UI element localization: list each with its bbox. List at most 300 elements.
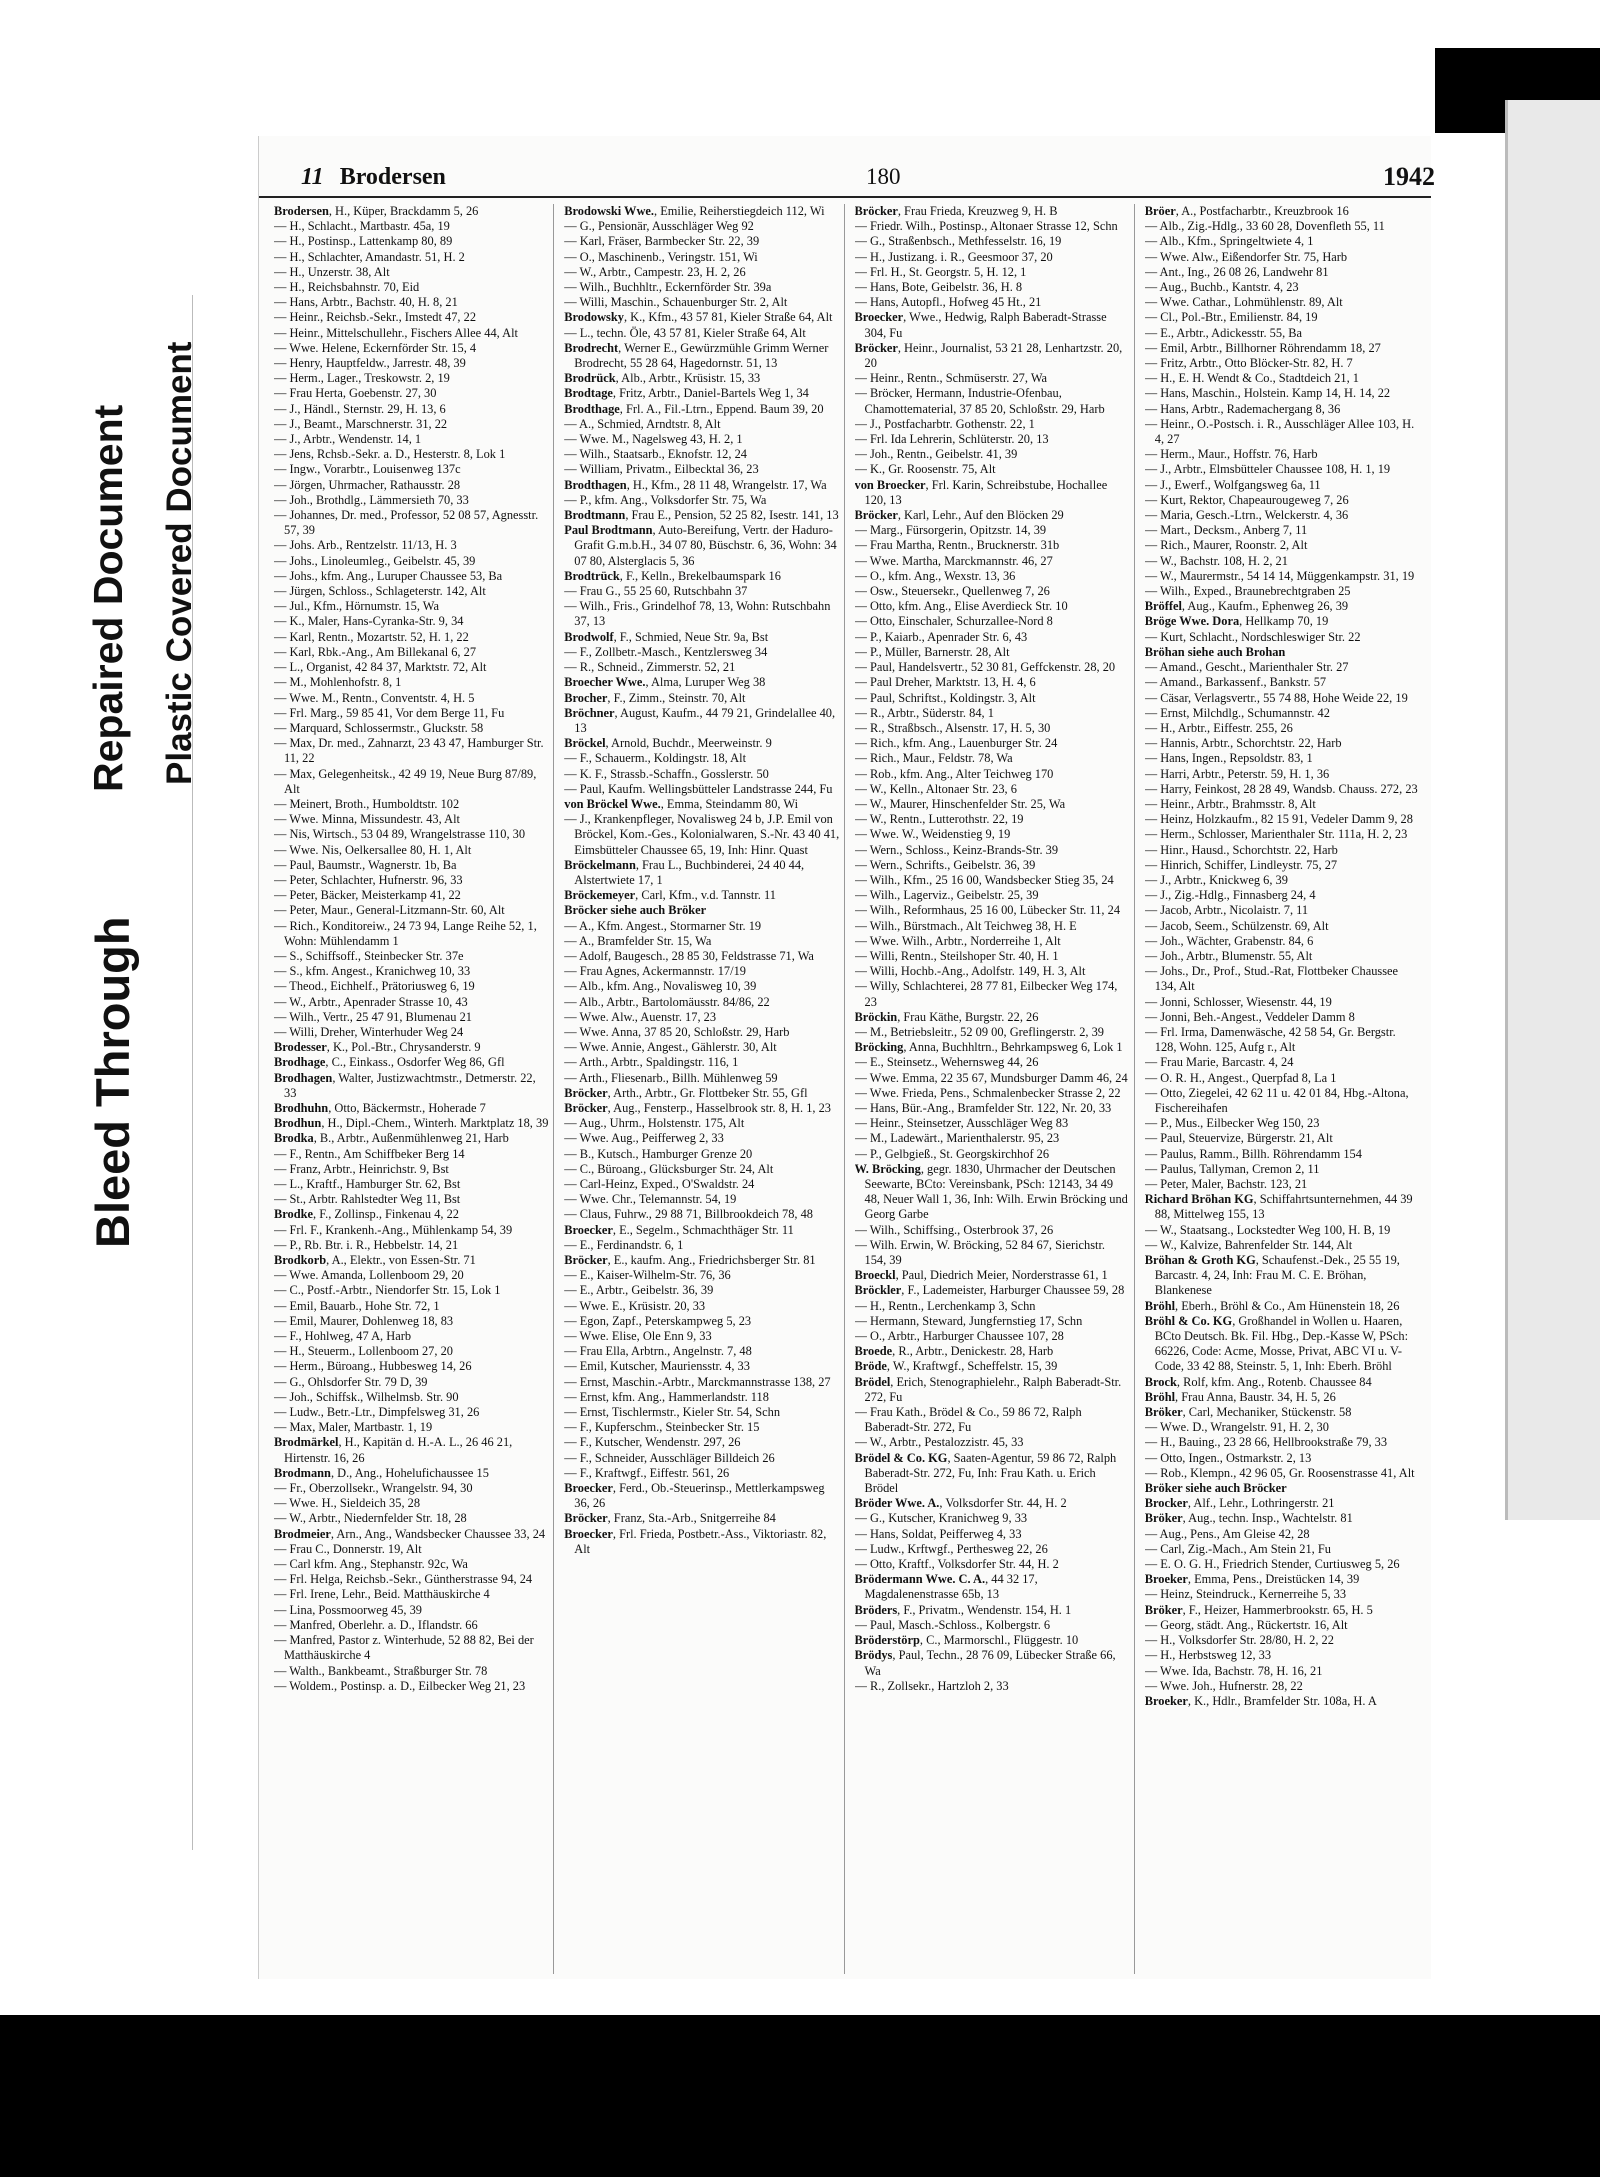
directory-entry: — Wilh., Lagerviz., Geibelstr. 25, 39: [854, 888, 1039, 903]
directory-entry: — J., Ewerf., Wolfgangsweg 6a, 11: [1144, 477, 1321, 492]
directory-entry: — Frau Agnes, Ackermannstr. 17/19: [564, 964, 746, 979]
directory-entry: Brodmärkel, H., Kapitän d. H.-A. L., 26 46 21, Hirtenstr. 16, 26: [274, 1435, 513, 1465]
directory-entry: — Ingw., Vorarbtr., Louisenweg 137c: [274, 462, 461, 477]
directory-entry: — R., Zollsekr., Hartzloh 2, 33: [854, 1678, 1009, 1693]
directory-entry: — Frau G., 55 25 60, Rutschbahn 37: [564, 584, 748, 599]
directory-entry: Bröcker, Aug., Fensterp., Hasselbrook str. 8, H. 1, 23: [564, 1100, 831, 1115]
directory-entry: — F., Schneider, Ausschläger Billdeich 26: [564, 1450, 775, 1465]
column-1: [274, 204, 554, 1974]
directory-entry: Bröker, F., Heizer, Hammerbrookstr. 65, H. 5: [1144, 1602, 1373, 1617]
directory-entry: — G., Pensionär, Ausschläger Weg 92: [564, 219, 754, 234]
directory-entry: — Jens, Rchsb.-Sekr. a. D., Hesterstr. 8, Lok 1: [274, 447, 506, 462]
directory-entry: Bröcking, Anna, Buchhltrn., Behrkampsweg 6, Lok 1: [854, 1040, 1123, 1055]
directory-entry: — H., Bauing., 23 28 66, Hellbrookstraße 79, 33: [1144, 1435, 1388, 1450]
directory-entry: Bröder Wwe. A., Volksdorfer Str. 44, H. 2: [854, 1496, 1067, 1511]
directory-entry: — L., Organist, 42 84 37, Marktstr. 72, Alt: [274, 660, 487, 675]
directory-entry: — Willy, Schlachterei, 28 77 81, Eilbecker Weg 174, 23: [854, 979, 1118, 1009]
directory-entry: — Frau Ella, Arbtrn., Angelnstr. 7, 48: [564, 1344, 752, 1359]
directory-entry: Brodhagen, Walter, Justizwachtmstr., Detmerstr. 22, 33: [274, 1070, 536, 1100]
directory-entry: — Wwe. Elise, Ole Enn 9, 33: [564, 1329, 712, 1344]
directory-entry: — W., Maurer, Hinschenfelder Str. 25, Wa: [854, 796, 1066, 811]
directory-entry: Bröde, W., Kraftwgf., Scheffelstr. 15, 39: [854, 1359, 1058, 1374]
directory-entry: — C., Postf.-Arbtr., Niendorfer Str. 15, Lok 1: [274, 1283, 501, 1298]
directory-entry: — P., Gelbgieß., St. Georgskirchhof 26: [854, 1146, 1050, 1161]
directory-entry: — Heinr., Mittelschullehr., Fischers Allee 44, Alt: [274, 325, 518, 340]
directory-entry: — Ludw., Krftwgf., Perthesweg 22, 26: [854, 1541, 1048, 1556]
directory-entry: — E., Steinsetz., Wehernsweg 44, 26: [854, 1055, 1039, 1070]
directory-entry: — F., Hohlweg, 47 A, Harb: [274, 1329, 412, 1344]
directory-entry: — W., Arbtr., Apenrader Strasse 10, 43: [274, 994, 468, 1009]
directory-entry: — M., Ladewärt., Marienthalerstr. 95, 23: [854, 1131, 1060, 1146]
column-2: [564, 204, 844, 1974]
directory-entry: — Heinr., Steinsetzer, Ausschläger Weg 83: [854, 1116, 1069, 1131]
directory-entry: — O., Arbtr., Harburger Chaussee 107, 28: [854, 1329, 1064, 1344]
directory-entry: — Wwe. Frieda, Pens., Schmalenbecker Strasse 2, 22: [854, 1085, 1121, 1100]
directory-entry: Broecker, Ferd., Ob.-Steuerinsp., Mettlerkampsweg 36, 26: [564, 1481, 825, 1511]
directory-entry: — O., Maschinenb., Veringstr. 151, Wi: [564, 249, 758, 264]
directory-entry: — Wwe. Anna, 37 85 20, Schloßstr. 29, Harb: [564, 1024, 790, 1039]
directory-entry: Bröders, F., Privatm., Wendenstr. 154, H. 1: [854, 1602, 1072, 1617]
directory-entry: — Alb., Kfm., Springeltwiete 4, 1: [1144, 234, 1314, 249]
directory-entry: — Adolf, Baugesch., 28 85 30, Feldstrasse 71, Wa: [564, 948, 814, 963]
directory-entry: — Wilh., Exped., Braunebrechtgraben 25: [1144, 584, 1351, 599]
directory-entry: Bröhan & Groth KG, Schaufenst.-Dek., 25 55 19, Barcastr. 4, 24, Inh: Frau M. C. E. Bröhan, Blankenese: [1144, 1253, 1400, 1298]
directory-entry: — Otto, Einschaler, Schurzallee-Nord 8: [854, 614, 1053, 629]
directory-columns: [274, 204, 1424, 1974]
directory-entry: — Johs., kfm. Ang., Luruper Chaussee 53, Ba: [274, 568, 503, 583]
directory-entry: — Wwe. Alw., Auenstr. 17, 23: [564, 1009, 717, 1024]
stamp-bleed-through: Bleed Through: [86, 916, 139, 1248]
directory-entry: — Harry, Feinkost, 28 28 49, Wandsb. Chauss. 272, 23: [1144, 781, 1418, 796]
directory-entry: — Heinr., Reichsb.-Sekr., Imstedt 47, 22: [274, 310, 477, 325]
directory-entry: — Wwe. Annie, Angest., Gählerstr. 30, Alt: [564, 1040, 777, 1055]
directory-entry: — Paul, Steuervize, Bürgerstr. 21, Alt: [1144, 1131, 1333, 1146]
directory-entry: Brödys, Paul, Techn., 28 76 09, Lübecker Straße 66, Wa: [854, 1648, 1116, 1678]
directory-entry: — Emil, Kutscher, Mauriensstr. 4, 33: [564, 1359, 750, 1374]
directory-entry: — Wwe. Nis, Oelkersallee 80, H. 1, Alt: [274, 842, 472, 857]
directory-entry: — Alb., kfm. Ang., Novalisweg 10, 39: [564, 979, 757, 994]
directory-entry: Brodtrück, F., Kelln., Brekelbaumspark 16: [564, 568, 781, 583]
directory-entry: — Osw., Steuersekr., Quellenweg 7, 26: [854, 584, 1050, 599]
directory-entry: — Peter, Maler, Bachstr. 123, 21: [1144, 1177, 1308, 1191]
directory-entry: — Claus, Fuhrw., 29 88 71, Billbrookdeich 78, 48: [564, 1207, 813, 1222]
directory-entry: — Wern., Schrifts., Geibelstr. 36, 39: [854, 857, 1036, 872]
directory-entry: Brodowsky, K., Kfm., 43 57 81, Kieler Straße 64, Alt: [564, 310, 833, 325]
directory-entry: Brodkorb, A., Elektr., von Essen-Str. 71: [274, 1253, 476, 1268]
directory-entry: — Maria, Gesch.-Ltrn., Welckerstr. 4, 36: [1144, 508, 1349, 523]
directory-entry: — H., Unzerstr. 38, Alt: [274, 264, 390, 279]
directory-entry: — Hannis, Arbtr., Schorchtstr. 22, Harb: [1144, 736, 1342, 751]
directory-entry: — Frl. H., St. Georgstr. 5, H. 12, 1: [854, 264, 1027, 279]
column-3: [855, 204, 1135, 1974]
directory-entry: — W., Bachstr. 108, H. 2, 21: [1144, 553, 1288, 568]
directory-entry: Bröcker, Franz, Sta.-Arb., Snitgerreihe 84: [564, 1511, 776, 1526]
page-number: 180: [866, 164, 901, 189]
directory-entry: — Rich., kfm. Ang., Lauenburger Str. 24: [854, 736, 1058, 751]
directory-entry: — Nis, Wirtsch., 53 04 89, Wrangelstrasse 110, 30: [274, 827, 526, 842]
directory-entry: — F., Zollbetr.-Masch., Kentzlersweg 34: [564, 644, 768, 659]
directory-entry: — Wwe. M., Rentn., Conventstr. 4, H. 5: [274, 690, 475, 705]
directory-entry: Bröcker, E., kaufm. Ang., Friedrichsberger Str. 81: [564, 1253, 816, 1268]
directory-entry: — Bröcker, Hermann, Industrie-Ofenbau, Chamottematerial, 37 85 20, Schloßstr. 29, Harb: [854, 386, 1105, 416]
directory-entry: Broecker, Frl. Frieda, Postbetr.-Ass., Viktoriastr. 82, Alt: [564, 1526, 827, 1556]
directory-entry: — A., Schmied, Arndtstr. 8, Alt: [564, 416, 721, 431]
directory-entry: — F., Kutscher, Wendenstr. 297, 26: [564, 1435, 741, 1450]
directory-entry: — Frl. Irma, Damenwäsche, 42 58 54, Gr. Bergstr. 128, Wohn. 125, Aufg r., Alt: [1144, 1024, 1396, 1055]
directory-entry: Bröker, Aug., techn. Insp., Wachtelstr. 81: [1144, 1511, 1353, 1526]
directory-entry: Bröckin, Frau Käthe, Burgstr. 22, 26: [854, 1009, 1039, 1024]
directory-entry: — J., Händl., Sternstr. 29, H. 13, 6: [274, 401, 446, 416]
directory-entry: — J., Zig.-Hdlg., Finnasberg 24, 4: [1144, 888, 1316, 903]
directory-entry: — H., Reichsbahnstr. 70, Eid: [274, 280, 420, 295]
directory-entry: — O. R. H., Angest., Querpfad 8, La 1: [1144, 1070, 1337, 1085]
directory-entry: — Jonni, Schlosser, Wiesenstr. 44, 19: [1144, 994, 1332, 1009]
directory-entry: Broecker, Wwe., Hedwig, Ralph Baberadt-Strasse 304, Fu: [854, 310, 1107, 340]
directory-entry: — Wilh., Staatsarb., Eknofstr. 12, 24: [564, 447, 747, 462]
directory-entry: — H., Herbstsweg 12, 33: [1144, 1648, 1272, 1663]
directory-entry: — Peter, Schlachter, Hufnerstr. 96, 33: [274, 872, 463, 887]
directory-entry: Brodke, F., Zollinsp., Finkenau 4, 22: [274, 1207, 460, 1222]
directory-entry: Bröckler, F., Lademeister, Harburger Chaussee 59, 28: [854, 1283, 1125, 1298]
directory-entry: — P., Kaiarb., Apenrader Str. 6, 43: [854, 629, 1028, 644]
directory-entry: — Jürgen, Schloss., Schlageterstr. 142, Alt: [274, 584, 486, 599]
directory-entry: — Karl, Fräser, Barmbecker Str. 22, 39: [564, 234, 760, 249]
directory-entry: — Johannes, Dr. med., Professor, 52 08 57, Agnesstr. 57, 39: [274, 508, 539, 538]
directory-entry: — Mart., Decksm., Anberg 7, 11: [1144, 523, 1308, 538]
directory-entry: — K., Gr. Roosenstr. 75, Alt: [854, 462, 996, 477]
directory-entry: — Wwe. D., Wrangelstr. 91, H. 2, 30: [1144, 1420, 1329, 1435]
directory-entry: — Herm., Lager., Treskowstr. 2, 19: [274, 371, 450, 386]
header-left: [301, 164, 446, 191]
directory-entry: Bröcker, Arth., Arbtr., Gr. Flottbeker Str. 55, Gfl: [564, 1085, 808, 1100]
directory-entry: — Friedr. Wilh., Postinsp., Altonaer Strasse 12, Schn: [854, 219, 1118, 234]
directory-entry: — Otto, kfm. Ang., Elise Averdieck Str. 10: [854, 599, 1068, 614]
directory-entry: — W., Rentn., Lutterothstr. 22, 19: [854, 812, 1024, 827]
directory-entry: Broecher Wwe., Alma, Luruper Weg 38: [564, 675, 766, 690]
directory-entry: — Joh., Brothdlg., Lämmersieth 70, 33: [274, 492, 469, 507]
directory-entry: — Wwe. W., Weidenstieg 9, 19: [854, 827, 1011, 842]
directory-entry: Brödel & Co. KG, Saaten-Agentur, 59 86 72, Ralph Baberadt-Str. 272, Fu, Inh: Frau Kath. u. Erich Brödel: [854, 1450, 1117, 1496]
directory-entry: Bröhl & Co. KG, Großhandel in Wollen u. Haaren, BCto Deutsch. Bk. Fil. Hbg., Dep.-Kasse W, PSch: 66226, Code: Acme, Mosse, Privat, ABC VI u. V-Code, 33 42 88, Steinstr. 5, 1, Inh: Eberh. Bröhl: [1144, 1313, 1409, 1374]
directory-entry: — W., Kalvize, Bahrenfelder Str. 144, Alt: [1144, 1237, 1353, 1252]
directory-entry: — Wwe. Amanda, Lollenboom 29, 20: [274, 1268, 464, 1283]
directory-entry: — E., Arbtr., Geibelstr. 36, 39: [564, 1283, 714, 1298]
directory-entry: — Wilh., Vertr., 25 47 91, Blumenau 21: [274, 1009, 472, 1024]
directory-entry: — M., Betriebsleitr., 52 09 00, Greflingerstr. 2, 39: [854, 1024, 1104, 1039]
directory-entry: — Wwe. Aug., Peifferweg 2, 33: [564, 1131, 724, 1146]
directory-entry: — Jacob, Arbtr., Nicolaistr. 7, 11: [1144, 903, 1309, 918]
directory-entry: — P., kfm. Ang., Volksdorfer Str. 75, Wa: [564, 492, 767, 507]
directory-entry: Bröckelmann, Frau L., Buchbinderei, 24 40 44, Alstertwiete 17, 1: [564, 857, 805, 887]
directory-entry: — Paulus, Tallyman, Cremon 2, 11: [1144, 1161, 1320, 1176]
directory-entry: — H., Justizang. i. R., Geesmoor 37, 20: [854, 249, 1053, 264]
directory-entry: Bröffel, Aug., Kaufm., Ephenweg 26, 39: [1144, 599, 1349, 614]
directory-entry: — Max, Maler, Martbastr. 1, 19: [274, 1420, 433, 1435]
directory-entry: — Marquard, Schlossermstr., Gluckstr. 58: [274, 720, 484, 735]
directory-entry: Bröhl, Eberh., Bröhl & Co., Am Hünenstein 18, 26: [1144, 1298, 1400, 1313]
directory-entry: — F., Kraftwgf., Eiffestr. 561, 26: [564, 1465, 730, 1480]
directory-entry: — Paul, Handelsvertr., 52 30 81, Geffckenstr. 28, 20: [854, 660, 1116, 675]
directory-entry: Brock, Rolf, kfm. Ang., Rotenb. Chaussee 84: [1144, 1374, 1372, 1389]
directory-entry: — Joh., Arbtr., Blumenstr. 55, Alt: [1144, 948, 1313, 963]
directory-entry: — E. O. G. H., Friedrich Stender, Curtiusweg 5, 26: [1144, 1557, 1400, 1572]
directory-entry: — Max, Gelegenheitsk., 42 49 19, Neue Burg 87/89, Alt: [274, 766, 537, 796]
directory-entry: — Georg, städt. Ang., Rückertstr. 16, Alt: [1144, 1617, 1348, 1632]
directory-entry: — Johs. Arb., Rentzelstr. 11/13, H. 3: [274, 538, 457, 553]
directory-entry: — Heinr., Rentn., Schmüserstr. 27, Wa: [854, 371, 1048, 386]
directory-entry: — Hans, Autopfl., Hofweg 45 Ht., 21: [854, 295, 1042, 310]
directory-entry: — Rob., kfm. Ang., Alter Teichweg 170: [854, 766, 1054, 781]
directory-entry: — Paul, Masch.-Schloss., Kolbergstr. 6: [854, 1617, 1051, 1632]
directory-entry: Brodka, B., Arbtr., Außenmühlenweg 21, Harb: [274, 1131, 509, 1146]
directory-entry: — Frl. F., Krankenh.-Ang., Mühlenkamp 54, 39: [274, 1222, 513, 1237]
directory-entry: — Arth., Arbtr., Spaldingstr. 116, 1: [564, 1055, 739, 1070]
directory-entry: Bröker siehe auch Bröcker: [1144, 1481, 1287, 1496]
directory-entry: — Ernst, Tischlermstr., Kieler Str. 54, Schn: [564, 1405, 781, 1420]
directory-entry: — Joh., Rentn., Geibelstr. 41, 39: [854, 447, 1018, 462]
directory-entry: — Paul, Kaufm. Wellingsbütteler Landstrasse 244, Fu: [564, 781, 833, 796]
directory-entry: Bröchner, August, Kaufm., 44 79 21, Grindelallee 40, 13: [564, 705, 836, 735]
directory-entry: — Frl. Helga, Reichsb.-Sekr., Güntherstrasse 94, 24: [274, 1572, 533, 1587]
directory-entry: — E., Kaiser-Wilhelm-Str. 76, 36: [564, 1268, 731, 1283]
directory-entry: — R., Arbtr., Süderstr. 84, 1: [854, 705, 994, 720]
directory-entry: — J., Arbtr., Elmsbütteler Chaussee 108, H. 1, 19: [1144, 462, 1391, 477]
directory-entry: — Frau Martha, Rentn., Brucknerstr. 31b: [854, 538, 1060, 553]
directory-entry: Bröge Wwe. Dora, Hellkamp 70, 19: [1144, 614, 1329, 629]
directory-entry: Broecker, E., Segelm., Schmachthäger Str. 11: [564, 1222, 794, 1237]
directory-entry: — Henry, Hauptfeldw., Jarrestr. 48, 39: [274, 356, 466, 371]
directory-entry: — Wwe. M., Nagelsweg 43, H. 2, 1: [564, 432, 743, 447]
directory-entry: — E., Arbtr., Adickesstr. 55, Ba: [1144, 325, 1303, 340]
directory-entry: — Hans, Arbtr., Rademachergang 8, 36: [1144, 401, 1341, 416]
scan-top-margin: [0, 0, 1600, 48]
directory-entry: — Willi, Maschin., Schauenburger Str. 2, Alt: [564, 295, 788, 310]
directory-entry: — Frau Herta, Goebenstr. 27, 30: [274, 386, 437, 401]
directory-entry: — K., Maler, Hans-Cyranka-Str. 9, 34: [274, 614, 464, 629]
directory-entry: Bröker, Carl, Mechaniker, Stückenstr. 58: [1144, 1405, 1352, 1420]
directory-page: [258, 136, 1435, 1979]
directory-entry: Brodhuhn, Otto, Bäckermstr., Hoherade 7: [274, 1100, 486, 1115]
directory-entry: — Fritz, Arbtr., Otto Blöcker-Str. 82, H. 7: [1144, 356, 1353, 371]
directory-entry: — Joh., Wächter, Grabenstr. 84, 6: [1144, 933, 1314, 948]
directory-entry: Brodhun, H., Dipl.-Chem., Winterh. Marktplatz 18, 39: [274, 1116, 549, 1131]
directory-entry: — Hinr., Hausd., Schorchtstr. 22, Harb: [1144, 842, 1338, 857]
directory-entry: Brodesser, K., Pol.-Btr., Chrysanderstr. 9: [274, 1040, 481, 1055]
directory-entry: Bröckemeyer, Carl, Kfm., v.d. Tannstr. 11: [564, 888, 776, 903]
directory-entry: — Hans, Arbtr., Bachstr. 40, H. 8, 21: [274, 295, 458, 310]
directory-entry: — Emil, Bauarb., Hohe Str. 72, 1: [274, 1298, 440, 1313]
directory-entry: — Kurt, Schlacht., Nordschleswiger Str. 22: [1144, 629, 1361, 644]
directory-entry: — W., Kelln., Altonaer Str. 23, 6: [854, 781, 1017, 796]
directory-entry: — Paul, Baumstr., Wagnerstr. 1b, Ba: [274, 857, 457, 872]
directory-entry: — P., Müller, Barnerstr. 28, Alt: [854, 644, 1010, 659]
directory-entry: — H., Schlachter, Amandastr. 51, H. 2: [274, 249, 465, 264]
directory-entry: Brodmann, D., Ang., Hohelufichaussee 15: [274, 1465, 489, 1480]
directory-entry: — W., Staatsang., Lockstedter Weg 100, H. B, 19: [1144, 1222, 1391, 1237]
directory-entry: von Broecker, Frl. Karin, Schreibstube, Hochallee 120, 13: [854, 477, 1108, 507]
directory-entry: — P., Rb. Btr. i. R., Hebbelstr. 14, 21: [274, 1237, 459, 1252]
directory-entry: — Amand., Barkassenf., Bankstr. 57: [1144, 675, 1327, 690]
directory-entry: — Karl, Rentn., Mozartstr. 52, H. 1, 22: [274, 629, 469, 644]
column-4: [1145, 204, 1424, 1974]
directory-entry: — Willi, Dreher, Winterhuder Weg 24: [274, 1024, 464, 1039]
directory-entry: — Frau Marie, Barcastr. 4, 24: [1144, 1055, 1294, 1070]
directory-entry: — Frl. Irene, Lehr., Beid. Matthäuskirche 4: [274, 1587, 490, 1602]
scan-bottom-bar: [0, 2015, 1600, 2177]
directory-entry: — Ant., Ing., 26 08 26, Landwehr 81: [1144, 264, 1329, 279]
directory-entry: — K. F., Strassb.-Schaffn., Gosslerstr. 50: [564, 766, 769, 781]
directory-entry: — L., techn. Öle, 43 57 81, Kieler Straße 64, Alt: [564, 325, 806, 340]
directory-entry: — Wwe. Emma, 22 35 67, Mundsburger Damm 46, 24: [854, 1070, 1128, 1085]
directory-entry: — Fr., Oberzollsekr., Wrangelstr. 94, 30: [274, 1481, 473, 1496]
directory-entry: — Aug., Uhrm., Holstenstr. 175, Alt: [564, 1116, 745, 1131]
stamp-repaired-document: Repaired Document: [85, 404, 131, 792]
page-header: [259, 158, 1435, 198]
directory-entry: Brodtmann, Frau E., Pension, 52 25 82, Isestr. 141, 13: [564, 508, 839, 523]
directory-entry: — B., Kutsch., Hamburger Grenze 20: [564, 1146, 753, 1161]
directory-entry: — R., Straßbsch., Alsenstr. 17, H. 5, 30: [854, 720, 1051, 735]
directory-entry: — Frau C., Donnerstr. 19, Alt: [274, 1541, 422, 1556]
directory-entry: — Hermann, Steward, Jungfernstieg 17, Schn: [854, 1313, 1083, 1328]
directory-entry: — J., Postfacharbtr. Gothenstr. 22, 1: [854, 416, 1035, 431]
directory-entry: Paul Brodtmann, Auto-Bereifung, Vertr. der Haduro-Grafit G.m.b.H., 34 07 80, Büschstr. 6, 36, Wohn: 34 07 80, Alsterglacis 5, 36: [564, 523, 837, 568]
directory-entry: Bröcker, Heinr., Journalist, 53 21 28, Lenhartzstr. 20, 20: [854, 340, 1123, 371]
directory-entry: — Rob., Klempn., 42 96 05, Gr. Roosenstrasse 41, Alt: [1144, 1465, 1415, 1480]
directory-entry: — J., Krankenpfleger, Novalisweg 24 b, J.P. Emil von Bröckel, Kom.-Ges., Kolonialwaren, S.-Nr. 43 40 41, Eimsbütteler Chaussee 65, 19, Inh: Hinr. Quast: [564, 812, 840, 857]
directory-entry: Brodwolf, F., Schmied, Neue Str. 9a, Bst: [564, 629, 769, 644]
directory-entry: — Meinert, Broth., Humboldtstr. 102: [274, 796, 460, 811]
directory-entry: — Amand., Gescht., Marienthaler Str. 27: [1144, 660, 1349, 675]
directory-entry: — E., Ferdinandstr. 6, 1: [564, 1237, 684, 1252]
directory-entry: — Herm., Büroang., Hubbesweg 14, 26: [274, 1359, 472, 1374]
directory-entry: — Cl., Pol.-Btr., Emilienstr. 84, 19: [1144, 310, 1318, 325]
directory-entry: — Hans, Maschin., Holstein. Kamp 14, H. 14, 22: [1144, 386, 1391, 401]
directory-entry: — C., Büroang., Glücksburger Str. 24, Alt: [564, 1161, 774, 1176]
directory-entry: — F., Rentn., Am Schiffbeker Berg 14: [274, 1146, 465, 1161]
directory-entry: — Ernst, Milchdlg., Schumannstr. 42: [1144, 705, 1330, 720]
directory-entry: Bröcker, Frau Frieda, Kreuzweg 9, H. B: [854, 204, 1058, 218]
directory-entry: Brodrück, Alb., Arbtr., Krüsistr. 15, 33: [564, 371, 761, 386]
directory-entry: — H., E. H. Wendt & Co., Stadtdeich 21, 1: [1144, 371, 1359, 386]
directory-entry: Bröer, A., Postfacharbtr., Kreuzbrook 16: [1144, 204, 1349, 218]
directory-entry: — Hans, Ingen., Repsoldstr. 83, 1: [1144, 751, 1313, 766]
directory-entry: — Karl, Rbk.-Ang., Am Billekanal 6, 27: [274, 644, 477, 659]
directory-entry: — Emil, Maurer, Dohlenweg 18, 83: [274, 1313, 454, 1328]
directory-entry: Brodmeier, Arn., Ang., Wandsbecker Chaussee 33, 24: [274, 1526, 546, 1541]
directory-entry: — Theod., Eichhelf., Prätoriusweg 6, 19: [274, 979, 475, 994]
directory-entry: von Bröckel Wwe., Emma, Steindamm 80, Wi: [564, 796, 799, 811]
directory-entry: — H., Arbtr., Eiffestr. 255, 26: [1144, 720, 1293, 735]
directory-entry: — Johs., Dr., Prof., Stud.-Rat, Flottbeker Chaussee 134, Alt: [1144, 964, 1399, 994]
directory-entry: — F., Kupferschm., Steinbecker Str. 15: [564, 1420, 760, 1435]
directory-entry: — H., Schlacht., Martbastr. 45a, 19: [274, 219, 450, 234]
directory-entry: W. Bröcking, gegr. 1830, Uhrmacher der Deutschen Seewarte, BCto: Vereinsbank, PSch: 12143, 34 49 48, Neuer Wall 1, 36, Inh: Wilh. Erwin Bröcking und Georg Garbe: [854, 1161, 1128, 1222]
directory-entry: — H., Steuerm., Lollenboom 27, 20: [274, 1344, 453, 1359]
directory-entry: — Willi, Rentn., Steilshoper Str. 40, H. 1: [854, 948, 1059, 963]
directory-entry: — Paul Dreher, Marktstr. 13, H. 4, 6: [854, 675, 1036, 690]
directory-entry: — Hans, Bote, Geibelstr. 36, H. 8: [854, 280, 1023, 295]
directory-entry: — Arth., Fliesenarb., Billh. Mühlenweg 59: [564, 1070, 778, 1085]
directory-entry: — Carl-Heinz, Exped., O'Swaldstr. 24: [564, 1177, 755, 1191]
directory-entry: Bröcker, Karl, Lehr., Auf den Blöcken 29: [854, 508, 1064, 523]
directory-entry: — Ludw., Betr.-Ltr., Dimpfelsweg 31, 26: [274, 1405, 480, 1420]
directory-entry: — Jörgen, Uhrmacher, Rathausstr. 28: [274, 477, 461, 492]
directory-entry: — A., Bramfelder Str. 15, Wa: [564, 933, 712, 948]
directory-entry: — Carl, Zig.-Mach., Am Stein 21, Fu: [1144, 1541, 1331, 1556]
directory-entry: — Herm., Schlosser, Marienthaler Str. 111a, H. 2, 23: [1144, 827, 1408, 842]
directory-entry: — G., Kutscher, Kranichweg 9, 33: [854, 1511, 1028, 1526]
directory-entry: — Jonni, Beh.-Angest., Veddeler Damm 8: [1144, 1009, 1355, 1024]
directory-entry: — Wilh., Schiffsing., Osterbrook 37, 26: [854, 1222, 1054, 1237]
directory-entry: — Heinr., Arbtr., Brahmsstr. 8, Alt: [1144, 796, 1316, 811]
directory-entry: — Paul, Schriftst., Koldingstr. 3, Alt: [854, 690, 1036, 705]
directory-entry: — Egon, Zapf., Peterskampweg 5, 23: [564, 1313, 752, 1328]
directory-entry: — Wilh., Bürstmach., Alt Teichweg 38, H. E: [854, 918, 1077, 933]
directory-entry: — Frl. Marg., 59 85 41, Vor dem Berge 11, Fu: [274, 705, 505, 720]
directory-entry: — L., Kraftf., Hamburger Str. 62, Bst: [274, 1177, 461, 1191]
header-name: Brodersen: [339, 164, 446, 190]
directory-entry: — Alb., Arbtr., Bartolomäusstr. 84/86, 22: [564, 994, 770, 1009]
directory-entry: Bröhan siehe auch Brohan: [1144, 644, 1286, 659]
directory-entry: — Otto, Ingen., Ostmarkstr. 2, 13: [1144, 1450, 1312, 1465]
directory-entry: — Heinz, Steindruck., Kernerreihe 5, 33: [1144, 1587, 1347, 1602]
directory-entry: Bröhl, Frau Anna, Baustr. 34, H. 5, 26: [1144, 1389, 1336, 1404]
directory-entry: — Wwe. Martha, Marckmannstr. 46, 27: [854, 553, 1053, 568]
directory-entry: — A., Kfm. Angest., Stormarner Str. 19: [564, 918, 762, 933]
directory-entry: — Manfred, Pastor z. Winterhude, 52 88 82, Bei der Matthäuskirche 4: [274, 1633, 534, 1663]
directory-entry: — G., Ohlsdorfer Str. 79 D, 39: [274, 1374, 428, 1389]
directory-entry: — Peter, Bäcker, Meisterkamp 41, 22: [274, 888, 461, 903]
directory-entry: — Kurt, Rektor, Chapeaurougeweg 7, 26: [1144, 492, 1349, 507]
directory-entry: — F., Schauerm., Koldingstr. 18, Alt: [564, 751, 747, 766]
directory-entry: — Heinz, Holzkaufm., 82 15 91, Vedeler Damm 9, 28: [1144, 812, 1413, 827]
directory-entry: — Wwe. Minna, Missundestr. 43, Alt: [274, 812, 460, 827]
directory-entry: — O., kfm. Ang., Wexstr. 13, 36: [854, 568, 1016, 583]
directory-entry: — Max, Dr. med., Zahnarzt, 23 43 47, Hamburger Str. 11, 22: [274, 736, 544, 766]
directory-entry: — Otto, Kraftf., Volksdorfer Str. 44, H. 2: [854, 1557, 1059, 1572]
directory-entry: Brodersen, H., Küper, Brackdamm 5, 26: [274, 204, 479, 218]
directory-entry: Brodrecht, Werner E., Gewürzmühle Grimm Werner Brodrecht, 55 28 64, Hagedornstr. 51, 13: [564, 340, 829, 371]
directory-entry: — Frau Kath., Brödel & Co., 59 86 72, Ralph Baberadt-Str. 272, Fu: [854, 1405, 1082, 1435]
directory-entry: — Joh., Schiffsk., Wilhelmsb. Str. 90: [274, 1389, 459, 1404]
directory-entry: — Wwe. Wilh., Arbtr., Norderreihe 1, Alt: [854, 933, 1061, 948]
header-prefix: 11: [301, 164, 324, 190]
directory-entry: Brodthage, Frl. A., Fil.-Ltrn., Eppend. Baum 39, 20: [564, 401, 824, 416]
directory-entry: — St., Arbtr. Rahlstedter Weg 11, Bst: [274, 1192, 461, 1207]
directory-entry: Broede, R., Arbtr., Denickestr. 28, Harb: [854, 1344, 1054, 1359]
directory-entry: Bröcker siehe auch Bröker: [564, 903, 707, 918]
year-label: 1942: [1383, 162, 1435, 191]
directory-entry: — Wilh., Kfm., 25 16 00, Wandsbecker Stieg 35, 24: [854, 872, 1114, 887]
directory-entry: — Willi, Hochb.-Ang., Adolfstr. 149, H. 3, Alt: [854, 964, 1086, 979]
directory-entry: — Manfred, Oberlehr. a. D., Iflandstr. 66: [274, 1617, 478, 1632]
directory-entry: — Herm., Maur., Hoffstr. 76, Harb: [1144, 447, 1318, 462]
directory-entry: — Rich., Maurer, Roonstr. 2, Alt: [1144, 538, 1308, 553]
directory-entry: Brodthagen, H., Kfm., 28 11 48, Wrangelstr. 17, Wa: [564, 477, 827, 492]
directory-entry: — Wwe. Ida, Bachstr. 78, H. 16, 21: [1144, 1663, 1323, 1678]
directory-entry: — Wern., Schloss., Keinz-Brands-Str. 39: [854, 842, 1059, 857]
directory-entry: — Ernst, kfm. Ang., Hammerlandstr. 118: [564, 1389, 769, 1404]
directory-entry: Richard Bröhan KG, Schiffahrtsunternehmen, 44 39 88, Mittelweg 155, 13: [1144, 1192, 1413, 1222]
directory-entry: — Hans, Soldat, Peifferweg 4, 33: [854, 1526, 1022, 1541]
directory-entry: — Frl. Ida Lehrerin, Schlüterstr. 20, 13: [854, 432, 1049, 447]
directory-entry: — Jul., Kfm., Hörnumstr. 15, Wa: [274, 599, 440, 614]
directory-entry: — W., Arbtr., Pestalozzistr. 45, 33: [854, 1435, 1024, 1450]
directory-entry: — Aug., Buchb., Kantstr. 4, 23: [1144, 280, 1299, 295]
directory-entry: — P., Mus., Eilbecker Weg 150, 23: [1144, 1116, 1320, 1131]
directory-entry: — Wwe. Cathar., Lohmühlenstr. 89, Alt: [1144, 295, 1343, 310]
directory-entry: — S., Schiffsoff., Steinbecker Str. 37e: [274, 948, 464, 963]
